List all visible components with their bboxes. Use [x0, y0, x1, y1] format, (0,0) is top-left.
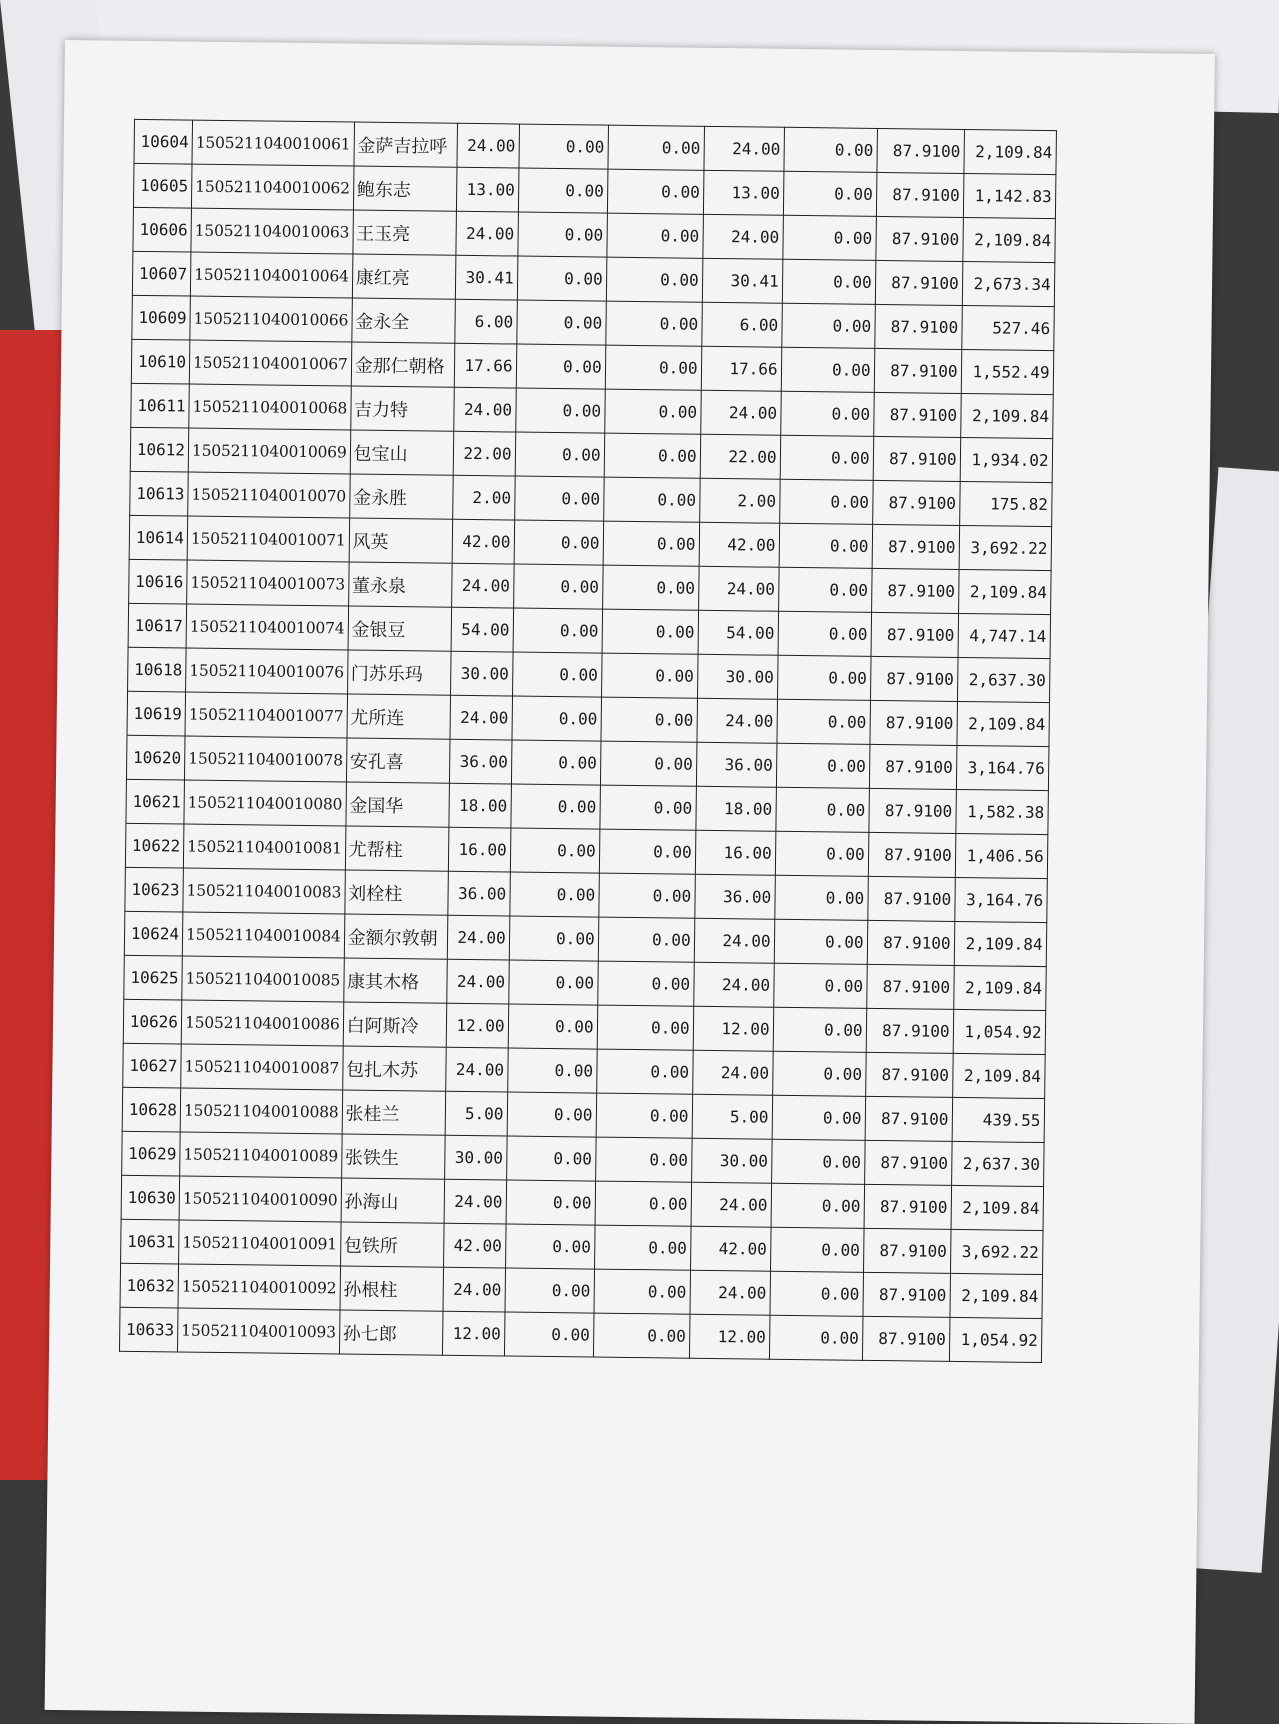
cell-name: 包宝山	[350, 430, 454, 475]
cell-value-4: 24.00	[704, 126, 785, 171]
cell-household-code: 1505211040010086	[181, 1000, 343, 1046]
cell-value-2: 0.00	[514, 476, 604, 521]
cell-value-3: 0.00	[603, 521, 700, 566]
cell-sequence-no: 10607	[132, 251, 191, 296]
cell-amount: 1,406.56	[955, 833, 1048, 878]
cell-value-1: 42.00	[443, 1223, 506, 1268]
cell-amount: 3,164.76	[956, 745, 1049, 790]
ledger-page	[45, 40, 1215, 1724]
cell-sequence-no: 10628	[122, 1087, 181, 1132]
cell-unit-price: 87.9100	[867, 920, 955, 965]
cell-value-2: 0.00	[518, 168, 608, 213]
cell-value-2: 0.00	[517, 256, 607, 301]
cell-value-1: 30.41	[455, 255, 518, 300]
cell-sequence-no: 10633	[119, 1307, 178, 1352]
cell-value-3: 0.00	[597, 1005, 694, 1050]
cell-unit-price: 87.9100	[874, 348, 962, 393]
cell-value-4: 22.00	[700, 434, 781, 479]
cell-value-4: 12.00	[689, 1314, 770, 1359]
cell-value-3: 0.00	[599, 829, 696, 874]
cell-amount: 2,109.84	[952, 1053, 1045, 1098]
cell-sequence-no: 10611	[131, 383, 190, 428]
cell-name: 董永泉	[348, 562, 452, 607]
cell-value-3: 0.00	[601, 697, 698, 742]
cell-value-4: 24.00	[693, 962, 774, 1007]
cell-value-4: 36.00	[694, 874, 775, 919]
cell-value-5: 0.00	[780, 435, 874, 480]
cell-sequence-no: 10631	[121, 1219, 180, 1264]
cell-value-2: 0.00	[515, 388, 605, 433]
cell-unit-price: 87.9100	[864, 1140, 952, 1185]
cell-value-5: 0.00	[770, 1271, 864, 1316]
cell-household-code: 1505211040010078	[184, 736, 346, 782]
cell-unit-price: 87.9100	[868, 788, 956, 833]
cell-value-5: 0.00	[782, 215, 876, 260]
cell-value-5: 0.00	[774, 919, 868, 964]
cell-value-3: 0.00	[594, 1269, 691, 1314]
cell-household-code: 1505211040010067	[189, 340, 351, 386]
cell-household-code: 1505211040010062	[191, 164, 353, 210]
cell-value-2: 0.00	[512, 696, 602, 741]
cell-name: 尤所连	[347, 694, 451, 739]
ledger-body	[119, 119, 1056, 1362]
cell-value-1: 24.00	[451, 563, 514, 608]
cell-value-1: 30.00	[444, 1135, 507, 1180]
cell-household-code: 1505211040010084	[182, 912, 344, 958]
cell-value-2: 0.00	[506, 1136, 596, 1181]
cell-value-1: 24.00	[455, 211, 518, 256]
cell-name: 包铁所	[340, 1222, 444, 1267]
cell-amount: 1,142.83	[963, 173, 1056, 218]
cell-value-5: 0.00	[776, 743, 870, 788]
cell-household-code: 1505211040010087	[181, 1044, 343, 1090]
cell-amount: 439.55	[952, 1097, 1045, 1142]
cell-sequence-no: 10614	[129, 515, 188, 560]
cell-amount: 4,747.14	[958, 613, 1051, 658]
cell-unit-price: 87.9100	[869, 744, 957, 789]
cell-value-3: 0.00	[600, 741, 697, 786]
cell-unit-price: 87.9100	[868, 832, 956, 877]
cell-value-5: 0.00	[783, 171, 877, 216]
cell-amount: 2,637.30	[957, 657, 1050, 702]
cell-value-2: 0.00	[515, 432, 605, 477]
cell-value-1: 24.00	[443, 1267, 506, 1312]
cell-value-2: 0.00	[510, 784, 600, 829]
cell-value-1: 42.00	[452, 519, 515, 564]
cell-value-2: 0.00	[517, 212, 607, 257]
cell-value-5: 0.00	[779, 523, 873, 568]
cell-value-5: 0.00	[771, 1139, 865, 1184]
cell-name: 王玉亮	[353, 210, 457, 255]
cell-amount: 2,109.84	[958, 569, 1051, 614]
cell-value-2: 0.00	[506, 1180, 596, 1225]
cell-name: 金银豆	[348, 606, 452, 651]
cell-value-3: 0.00	[604, 389, 701, 434]
cell-value-3: 0.00	[599, 785, 696, 830]
cell-value-2: 0.00	[516, 344, 606, 389]
cell-value-1: 24.00	[450, 695, 513, 740]
cell-value-4: 5.00	[692, 1094, 773, 1139]
cell-value-5: 0.00	[773, 1007, 867, 1052]
cell-unit-price: 87.9100	[870, 656, 958, 701]
cell-name: 吉力特	[350, 386, 454, 431]
cell-sequence-no: 10632	[120, 1263, 179, 1308]
cell-value-1: 17.66	[454, 343, 517, 388]
cell-value-3: 0.00	[595, 1181, 692, 1226]
cell-name: 金国华	[346, 782, 450, 827]
cell-value-2: 0.00	[511, 740, 601, 785]
cell-household-code: 1505211040010063	[191, 208, 353, 254]
cell-amount: 1,552.49	[961, 349, 1054, 394]
cell-value-4: 24.00	[690, 1270, 771, 1315]
cell-sequence-no: 10625	[124, 955, 183, 1000]
cell-name: 孙七郎	[339, 1310, 443, 1355]
cell-value-1: 36.00	[447, 871, 510, 916]
cell-household-code: 1505211040010089	[180, 1132, 342, 1178]
cell-unit-price: 87.9100	[863, 1272, 951, 1317]
cell-value-3: 0.00	[595, 1137, 692, 1182]
cell-value-4: 16.00	[695, 830, 776, 875]
cell-unit-price: 87.9100	[865, 1096, 953, 1141]
cell-amount: 1,054.92	[953, 1009, 1046, 1054]
cell-value-2: 0.00	[505, 1268, 595, 1313]
cell-value-5: 0.00	[775, 831, 869, 876]
cell-value-5: 0.00	[778, 567, 872, 612]
cell-amount: 3,692.22	[950, 1229, 1043, 1274]
cell-amount: 1,582.38	[955, 789, 1048, 834]
cell-value-4: 42.00	[699, 522, 780, 567]
cell-value-2: 0.00	[512, 652, 602, 697]
cell-value-4: 36.00	[696, 742, 777, 787]
cell-unit-price: 87.9100	[867, 876, 955, 921]
cell-value-1: 13.00	[456, 167, 519, 212]
cell-unit-price: 87.9100	[874, 304, 962, 349]
cell-unit-price: 87.9100	[873, 392, 961, 437]
cell-value-1: 5.00	[445, 1091, 508, 1136]
cell-value-2: 0.00	[508, 960, 598, 1005]
cell-name: 金永全	[351, 298, 455, 343]
cell-name: 金永胜	[349, 474, 453, 519]
cell-household-code: 1505211040010073	[187, 560, 349, 606]
cell-household-code: 1505211040010080	[184, 780, 346, 826]
cell-value-1: 24.00	[445, 1047, 508, 1092]
cell-amount: 2,673.34	[962, 261, 1055, 306]
cell-household-code: 1505211040010069	[188, 428, 350, 474]
cell-household-code: 1505211040010066	[190, 296, 352, 342]
cell-value-1: 12.00	[446, 1003, 509, 1048]
cell-household-code: 1505211040010088	[180, 1088, 342, 1134]
cell-value-5: 0.00	[771, 1183, 865, 1228]
cell-value-4: 17.66	[701, 346, 782, 391]
cell-value-4: 12.00	[693, 1006, 774, 1051]
cell-value-5: 0.00	[781, 303, 875, 348]
cell-value-4: 13.00	[703, 170, 784, 215]
cell-household-code: 1505211040010093	[177, 1308, 339, 1354]
cell-name: 张铁生	[341, 1134, 445, 1179]
cell-name: 门苏乐玛	[347, 650, 451, 695]
cell-name: 尤帮柱	[345, 826, 449, 871]
cell-household-code: 1505211040010064	[190, 252, 352, 298]
cell-value-5: 0.00	[780, 391, 874, 436]
cell-household-code: 1505211040010091	[179, 1220, 341, 1266]
cell-value-3: 0.00	[604, 433, 701, 478]
cell-value-5: 0.00	[773, 963, 867, 1008]
cell-value-2: 0.00	[513, 608, 603, 653]
cell-sequence-no: 10630	[121, 1175, 180, 1220]
cell-value-1: 30.00	[450, 651, 513, 696]
cell-unit-price: 87.9100	[871, 568, 959, 613]
cell-sequence-no: 10618	[128, 647, 187, 692]
cell-value-4: 30.41	[702, 258, 783, 303]
cell-amount: 2,109.84	[951, 1185, 1044, 1230]
cell-value-1: 6.00	[454, 299, 517, 344]
cell-amount: 2,109.84	[964, 129, 1057, 174]
cell-amount: 2,637.30	[951, 1141, 1044, 1186]
cell-household-code: 1505211040010076	[186, 648, 348, 694]
cell-value-3: 0.00	[607, 169, 704, 214]
cell-household-code: 1505211040010090	[179, 1176, 341, 1222]
cell-value-4: 54.00	[698, 610, 779, 655]
cell-value-2: 0.00	[504, 1312, 594, 1357]
cell-value-3: 0.00	[602, 609, 699, 654]
cell-amount: 2,109.84	[950, 1273, 1043, 1318]
cell-value-4: 18.00	[695, 786, 776, 831]
cell-household-code: 1505211040010077	[185, 692, 347, 738]
cell-sequence-no: 10617	[128, 603, 187, 648]
cell-value-2: 0.00	[508, 1004, 598, 1049]
cell-unit-price: 87.9100	[875, 260, 963, 305]
cell-name: 风英	[349, 518, 453, 563]
cell-unit-price: 87.9100	[862, 1316, 950, 1361]
cell-amount: 1,934.02	[960, 437, 1053, 482]
cell-amount: 2,109.84	[960, 393, 1053, 438]
cell-value-5: 0.00	[772, 1051, 866, 1096]
cell-value-2: 0.00	[513, 564, 603, 609]
cell-name: 孙海山	[341, 1178, 445, 1223]
cell-value-2: 0.00	[510, 828, 600, 873]
cell-value-3: 0.00	[608, 125, 705, 170]
cell-value-1: 24.00	[453, 387, 516, 432]
cell-value-4: 6.00	[701, 302, 782, 347]
cell-household-code: 1505211040010074	[186, 604, 348, 650]
cell-value-5: 0.00	[781, 347, 875, 392]
cell-value-2: 0.00	[505, 1224, 595, 1269]
cell-unit-price: 87.9100	[871, 612, 959, 657]
cell-sequence-no: 10606	[133, 207, 192, 252]
cell-value-4: 24.00	[700, 390, 781, 435]
cell-name: 包扎木苏	[342, 1046, 446, 1091]
cell-household-code: 1505211040010083	[183, 868, 345, 914]
cell-amount: 2,109.84	[957, 701, 1050, 746]
cell-value-3: 0.00	[598, 917, 695, 962]
cell-value-4: 24.00	[691, 1182, 772, 1227]
cell-sequence-no: 10610	[131, 339, 190, 384]
cell-value-5: 0.00	[775, 787, 869, 832]
cell-value-5: 0.00	[770, 1227, 864, 1272]
cell-value-1: 18.00	[449, 783, 512, 828]
cell-value-2: 0.00	[509, 872, 599, 917]
cell-name: 康红亮	[352, 254, 456, 299]
cell-sequence-no: 10616	[129, 559, 188, 604]
cell-name: 康其木格	[343, 958, 447, 1003]
cell-value-1: 36.00	[449, 739, 512, 784]
cell-sequence-no: 10609	[132, 295, 191, 340]
cell-sequence-no: 10622	[125, 823, 184, 868]
cell-value-1: 12.00	[442, 1311, 505, 1356]
cell-value-1: 24.00	[446, 959, 509, 1004]
cell-value-3: 0.00	[605, 345, 702, 390]
cell-unit-price: 87.9100	[865, 1052, 953, 1097]
cell-household-code: 1505211040010081	[183, 824, 345, 870]
cell-value-2: 0.00	[509, 916, 599, 961]
cell-sequence-no: 10620	[126, 735, 185, 780]
cell-value-3: 0.00	[601, 653, 698, 698]
cell-value-1: 24.00	[457, 123, 520, 168]
cell-value-5: 0.00	[782, 259, 876, 304]
cell-value-1: 2.00	[452, 475, 515, 520]
cell-value-5: 0.00	[777, 655, 871, 700]
cell-name: 张桂兰	[342, 1090, 446, 1135]
cell-amount: 175.82	[959, 481, 1052, 526]
cell-household-code: 1505211040010068	[189, 384, 351, 430]
cell-value-3: 0.00	[594, 1225, 691, 1270]
cell-name: 刘栓柱	[344, 870, 448, 915]
cell-amount: 2,109.84	[953, 965, 1046, 1010]
cell-sequence-no: 10605	[133, 163, 192, 208]
cell-value-5: 0.00	[769, 1315, 863, 1360]
cell-value-5: 0.00	[777, 699, 871, 744]
cell-value-1: 22.00	[453, 431, 516, 476]
cell-unit-price: 87.9100	[872, 524, 960, 569]
cell-value-2: 0.00	[516, 300, 606, 345]
cell-value-4: 30.00	[697, 654, 778, 699]
cell-value-4: 24.00	[698, 566, 779, 611]
cell-sequence-no: 10604	[134, 119, 193, 164]
cell-value-3: 0.00	[605, 301, 702, 346]
cell-value-5: 0.00	[778, 611, 872, 656]
cell-unit-price: 87.9100	[873, 436, 961, 481]
cell-sequence-no: 10624	[124, 911, 183, 956]
cell-sequence-no: 10626	[123, 999, 182, 1044]
cell-value-1: 54.00	[451, 607, 514, 652]
cell-value-3: 0.00	[606, 213, 703, 258]
cell-value-3: 0.00	[598, 873, 695, 918]
cell-value-2: 0.00	[507, 1092, 597, 1137]
cell-value-3: 0.00	[596, 1093, 693, 1138]
cell-value-1: 24.00	[447, 915, 510, 960]
cell-value-4: 24.00	[694, 918, 775, 963]
cell-sequence-no: 10627	[123, 1043, 182, 1088]
cell-sequence-no: 10629	[122, 1131, 181, 1176]
cell-unit-price: 87.9100	[866, 964, 954, 1009]
cell-unit-price: 87.9100	[877, 128, 965, 173]
cell-amount: 2,109.84	[962, 217, 1055, 262]
cell-value-4: 24.00	[702, 214, 783, 259]
cell-name: 金那仁朝格	[351, 342, 455, 387]
cell-amount: 3,692.22	[959, 525, 1052, 570]
cell-household-code: 1505211040010061	[192, 120, 354, 166]
cell-value-3: 0.00	[593, 1313, 690, 1358]
cell-unit-price: 87.9100	[872, 480, 960, 525]
cell-unit-price: 87.9100	[876, 172, 964, 217]
cell-name: 孙根柱	[340, 1266, 444, 1311]
cell-sequence-no: 10613	[130, 471, 189, 516]
cell-value-3: 0.00	[596, 1049, 693, 1094]
cell-amount: 3,164.76	[954, 877, 1047, 922]
cell-sequence-no: 10619	[127, 691, 186, 736]
cell-name: 安孔喜	[346, 738, 450, 783]
cell-value-5: 0.00	[779, 479, 873, 524]
cell-sequence-no: 10612	[130, 427, 189, 472]
cell-name: 金额尔敦朝	[344, 914, 448, 959]
cell-value-4: 24.00	[692, 1050, 773, 1095]
cell-name: 白阿斯冷	[343, 1002, 447, 1047]
cell-name: 金萨吉拉呼	[354, 122, 458, 167]
cell-unit-price: 87.9100	[864, 1184, 952, 1229]
cell-unit-price: 87.9100	[863, 1228, 951, 1273]
cell-value-4: 42.00	[690, 1226, 771, 1271]
cell-value-2: 0.00	[514, 520, 604, 565]
cell-value-4: 2.00	[699, 478, 780, 523]
cell-unit-price: 87.9100	[875, 216, 963, 261]
cell-value-1: 16.00	[448, 827, 511, 872]
cell-value-4: 24.00	[697, 698, 778, 743]
cell-name: 鲍东志	[353, 166, 457, 211]
cell-value-5: 0.00	[784, 127, 878, 172]
cell-amount: 2,109.84	[954, 921, 1047, 966]
cell-amount: 1,054.92	[949, 1317, 1042, 1362]
cell-value-5: 0.00	[774, 875, 868, 920]
cell-value-2: 0.00	[507, 1048, 597, 1093]
cell-sequence-no: 10623	[125, 867, 184, 912]
cell-value-5: 0.00	[772, 1095, 866, 1140]
cell-value-4: 30.00	[691, 1138, 772, 1183]
cell-amount: 527.46	[961, 305, 1054, 350]
cell-unit-price: 87.9100	[870, 700, 958, 745]
cell-household-code: 1505211040010071	[187, 516, 349, 562]
cell-unit-price: 87.9100	[866, 1008, 954, 1053]
cell-value-3: 0.00	[602, 565, 699, 610]
cell-value-2: 0.00	[519, 124, 609, 169]
cell-value-1: 24.00	[444, 1179, 507, 1224]
cell-household-code: 1505211040010092	[178, 1264, 340, 1310]
cell-sequence-no: 10621	[126, 779, 185, 824]
cell-value-3: 0.00	[606, 257, 703, 302]
cell-value-3: 0.00	[603, 477, 700, 522]
cell-household-code: 1505211040010070	[188, 472, 350, 518]
cell-value-3: 0.00	[597, 961, 694, 1006]
ledger-table	[119, 119, 1057, 1363]
cell-household-code: 1505211040010085	[182, 956, 344, 1002]
